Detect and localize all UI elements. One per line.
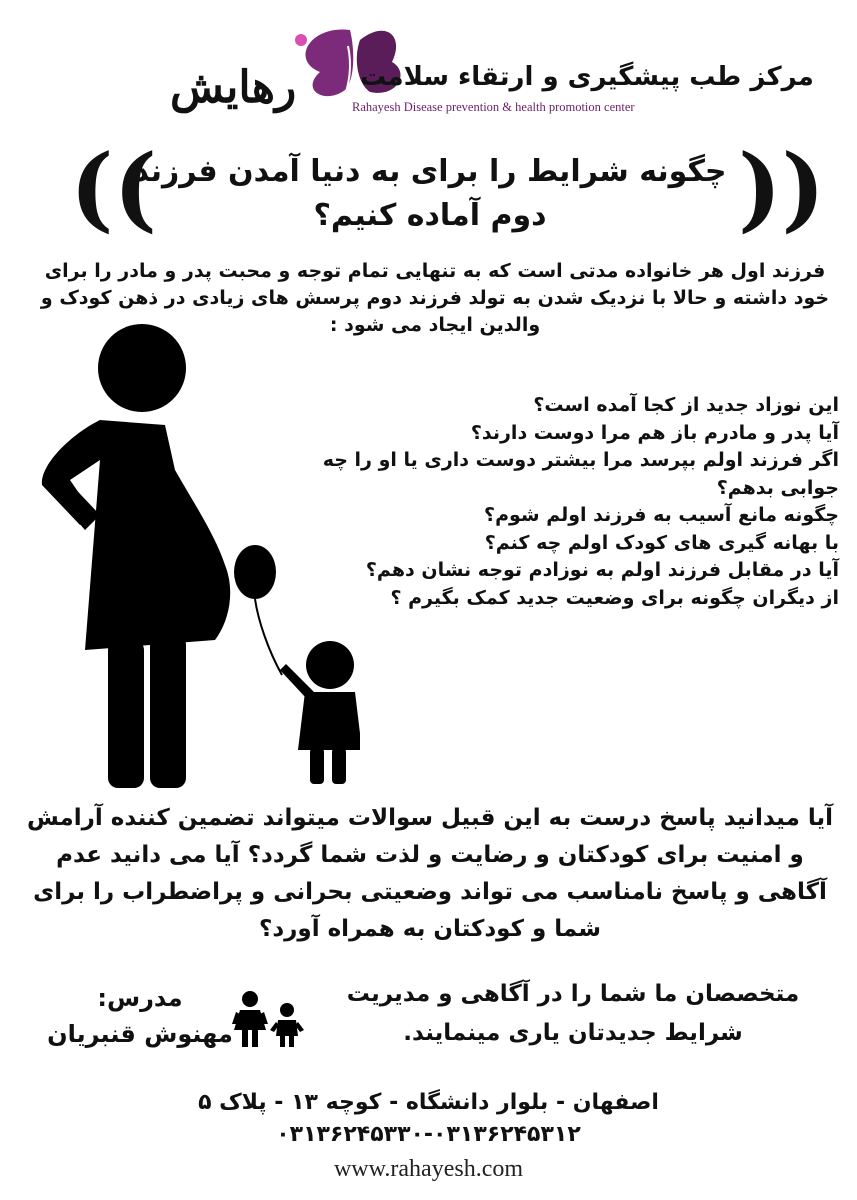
logo-subtitle-en: Rahayesh Disease prevention & health promotion center (352, 100, 635, 114)
title-line-1: چگونه شرایط را برای به دنیا آمدن فرزند (133, 154, 727, 189)
question-item: اگر فرزند اولم بپرسد مرا بیشتر دوست داری یا او را چه جوابی بدهم؟ (322, 449, 839, 499)
question-item: آیا پدر و مادرم باز هم مرا دوست دارند؟ (470, 421, 839, 444)
experts-text (303, 975, 843, 1053)
question-item: آیا در مقابل فرزند اولم به نوزادم توجه نشان دهم؟ (365, 559, 839, 581)
logo-brand-name: رهایش (170, 62, 297, 113)
left-bracket-icon: (( (70, 134, 158, 242)
question-item: این نوزاد جدید از کجا آمده است؟ (533, 394, 839, 416)
question-item: چگونه مانع آسیب به فرزند اولم شوم؟ (484, 504, 839, 526)
experts-line-1: متخصصان ما شما را در آگاهی و مدیریت (346, 981, 800, 1007)
teacher-name: مهنوش قنبریان (47, 1020, 233, 1048)
questions-list (279, 392, 839, 612)
phone-numbers: ۰۳۱۳۶۲۴۵۳۳۰-۰۳۱۳۶۲۴۵۳۱۲ (276, 1122, 581, 1147)
question-item: از دیگران چگونه برای وضعیت جدید کمک بگیرم ؟ (390, 586, 839, 609)
title-line-2: دوم آماده کنیم؟ (313, 198, 547, 233)
question-item: با بهانه گیری های کودک اولم چه کنم؟ (484, 531, 839, 554)
address-text: اصفهان - بلوار دانشگاه - کوچه ۱۳ - پلاک ۵ (198, 1090, 659, 1115)
intro-text: فرزند اول هر خانواده مدتی است که به تنهایی تمام توجه و محبت پدر و مادر را برای خود داشته و حالا با نزدیک شدن به تولد فرزند دوم پرسش های زیادی در ذهن کودک و والدین ایجاد می شود : (40, 260, 830, 336)
experts-line-2: شرایط جدیدتان یاری مینمایند. (403, 1020, 743, 1046)
children-icon (232, 990, 304, 1048)
website-link[interactable]: www.rahayesh.com (333, 1156, 524, 1182)
teacher-label: مدرس: (97, 984, 183, 1012)
main-paragraph: آیا میدانید پاسخ درست به این قبیل سوالات میتواند تضمین کننده آرامش و امنیت برای کودکتان و رضایت و لذت شما گردد؟ آیا می دانید عدم آگاهی و پاسخ نامناسب می تواند وضعیتی بحرانی و پراضطراب را برای شما و کودکتان به همراه آورد؟ (27, 805, 833, 942)
page-title (110, 150, 750, 238)
logo-title-fa: مرکز طب پیشگیری و ارتقاء سلامت (360, 62, 814, 92)
teacher-block (40, 980, 240, 1052)
right-bracket-icon: )) (738, 134, 826, 242)
